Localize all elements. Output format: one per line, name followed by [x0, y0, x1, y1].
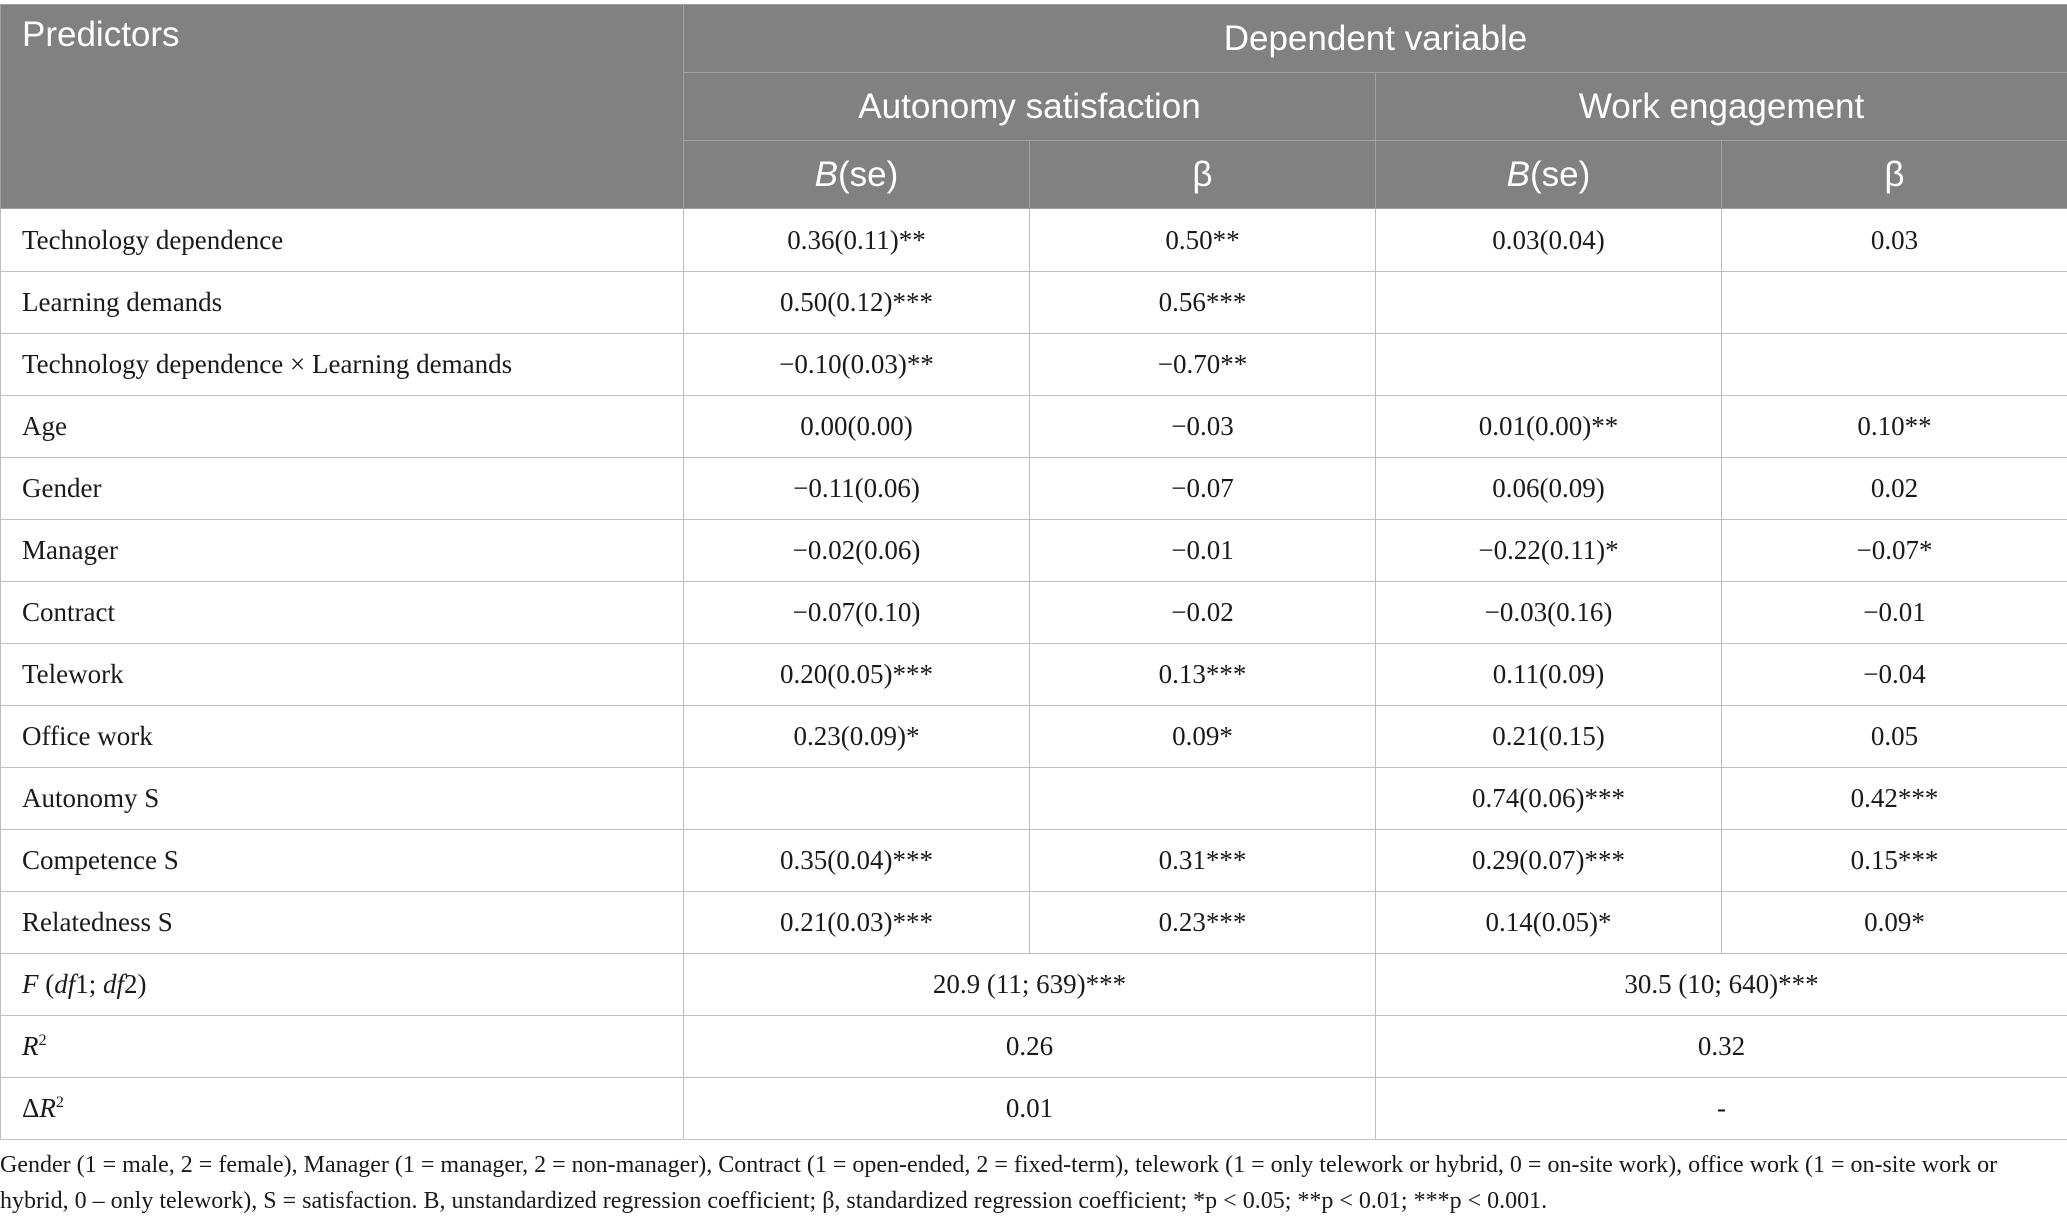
autonomy-beta-cell: 0.50**: [1030, 209, 1376, 272]
engagement-b-se-cell: 0.01(0.00)**: [1376, 396, 1722, 458]
table-row: [1, 768, 2067, 830]
table-body: [1, 209, 2067, 1140]
autonomy-b-se-cell: −0.10(0.03)**: [684, 334, 1030, 396]
r2-label: $R^2$: [1, 1016, 684, 1078]
engagement-b-se-cell: 0.14(0.05)*: [1376, 892, 1722, 954]
r2-autonomy: 0.26: [684, 1016, 1376, 1078]
predictor-label: Office work: [1, 706, 684, 768]
autonomy-beta-cell: −0.01: [1030, 520, 1376, 582]
stat-row-delta-r2: [1, 1078, 2067, 1140]
engagement-beta-cell: 0.02: [1722, 458, 2067, 520]
autonomy-beta-cell: −0.07: [1030, 458, 1376, 520]
autonomy-b-se-cell: 0.50(0.12)***: [684, 272, 1030, 334]
predictor-label: Competence S: [1, 830, 684, 892]
table-row: [1, 209, 2067, 272]
engagement-beta-cell: 0.10**: [1722, 396, 2067, 458]
autonomy-b-se-cell: −0.11(0.06): [684, 458, 1030, 520]
engagement-b-se-cell: 0.21(0.15): [1376, 706, 1722, 768]
table-row: [1, 334, 2067, 396]
engagement-beta-cell: [1722, 334, 2067, 396]
predictor-label: Learning demands: [1, 272, 684, 334]
autonomy-b-se-cell: 0.35(0.04)***: [684, 830, 1030, 892]
engagement-beta-header: β: [1722, 141, 2067, 209]
delta-r2-engagement: -: [1376, 1078, 2067, 1140]
predictor-label: Telework: [1, 644, 684, 706]
predictor-label: Manager: [1, 520, 684, 582]
autonomy-beta-cell: [1030, 768, 1376, 830]
engagement-b-se-header: B(se): [1376, 141, 1722, 209]
autonomy-beta-cell: −0.70**: [1030, 334, 1376, 396]
autonomy-b-se-cell: −0.02(0.06): [684, 520, 1030, 582]
autonomy-beta-cell: 0.56***: [1030, 272, 1376, 334]
autonomy-beta-cell: −0.02: [1030, 582, 1376, 644]
predictor-label: Autonomy S: [1, 768, 684, 830]
engagement-b-se-cell: 0.74(0.06)***: [1376, 768, 1722, 830]
engagement-beta-cell: 0.03: [1722, 209, 2067, 272]
table-row: [1, 830, 2067, 892]
table-row: [1, 520, 2067, 582]
engagement-b-se-cell: 0.03(0.04): [1376, 209, 1722, 272]
predictor-label: Contract: [1, 582, 684, 644]
dependent-variable-header: Dependent variable: [684, 5, 2067, 73]
autonomy-b-se-cell: [684, 768, 1030, 830]
stat-row-r2: [1, 1016, 2067, 1078]
engagement-b-se-cell: 0.06(0.09): [1376, 458, 1722, 520]
autonomy-b-se-header: B(se): [684, 141, 1030, 209]
table-row: [1, 892, 2067, 954]
engagement-beta-cell: −0.01: [1722, 582, 2067, 644]
r2-engagement: 0.32: [1376, 1016, 2067, 1078]
engagement-beta-cell: 0.09*: [1722, 892, 2067, 954]
autonomy-satisfaction-header: Autonomy satisfaction: [684, 73, 1376, 141]
delta-r2-autonomy: 0.01: [684, 1078, 1376, 1140]
table-row: [1, 644, 2067, 706]
engagement-beta-cell: 0.15***: [1722, 830, 2067, 892]
engagement-beta-cell: −0.04: [1722, 644, 2067, 706]
table-header: [1, 5, 2067, 209]
predictor-label: Technology dependence: [1, 209, 684, 272]
stat-row-f: [1, 954, 2067, 1016]
autonomy-beta-cell: 0.09*: [1030, 706, 1376, 768]
engagement-b-se-cell: −0.03(0.16): [1376, 582, 1722, 644]
predictors-header: Predictors: [1, 5, 684, 209]
predictor-label: Technology dependence × Learning demands: [1, 334, 684, 396]
table-footnote: Gender (1 = male, 2 = female), Manager (1 = manager, 2 = non-manager), Contract (1 = open-ended, 2 = fixed-term), telework (1 = only telework or hybrid, 0 = on-site work), office work (1 = on-site work or hybrid, 0 – only telework), S = satisfaction. B, unstandardized regression coefficient; β, standardized regression coefficient; *p < 0.05; **p < 0.01; ***p < 0.001.: [0, 1152, 1998, 1214]
table-row: [1, 582, 2067, 644]
table-row: [1, 272, 2067, 334]
autonomy-b-se-cell: 0.21(0.03)***: [684, 892, 1030, 954]
engagement-beta-cell: [1722, 272, 2067, 334]
predictor-label: Gender: [1, 458, 684, 520]
table-row: [1, 396, 2067, 458]
table-row: [1, 706, 2067, 768]
autonomy-b-se-cell: 0.20(0.05)***: [684, 644, 1030, 706]
f-engagement: 30.5 (10; 640)***: [1376, 954, 2067, 1016]
autonomy-b-se-cell: −0.07(0.10): [684, 582, 1030, 644]
predictor-label: Relatedness S: [1, 892, 684, 954]
engagement-b-se-cell: [1376, 334, 1722, 396]
autonomy-b-se-cell: 0.00(0.00): [684, 396, 1030, 458]
engagement-beta-cell: 0.05: [1722, 706, 2067, 768]
autonomy-beta-header: β: [1030, 141, 1376, 209]
engagement-beta-cell: −0.07*: [1722, 520, 2067, 582]
engagement-b-se-cell: [1376, 272, 1722, 334]
predictor-label: Age: [1, 396, 684, 458]
engagement-b-se-cell: 0.11(0.09): [1376, 644, 1722, 706]
work-engagement-header: Work engagement: [1376, 73, 2067, 141]
autonomy-b-se-cell: 0.36(0.11)**: [684, 209, 1030, 272]
f-label: F (df1; df2): [1, 954, 684, 1016]
autonomy-beta-cell: 0.31***: [1030, 830, 1376, 892]
delta-r2-label: $\Delta R^2$: [1, 1078, 684, 1140]
autonomy-beta-cell: −0.03: [1030, 396, 1376, 458]
f-autonomy: 20.9 (11; 639)***: [684, 954, 1376, 1016]
autonomy-beta-cell: 0.23***: [1030, 892, 1376, 954]
engagement-beta-cell: 0.42***: [1722, 768, 2067, 830]
engagement-b-se-cell: 0.29(0.07)***: [1376, 830, 1722, 892]
autonomy-b-se-cell: 0.23(0.09)*: [684, 706, 1030, 768]
autonomy-beta-cell: 0.13***: [1030, 644, 1376, 706]
regression-table: [0, 4, 2067, 1140]
engagement-b-se-cell: −0.22(0.11)*: [1376, 520, 1722, 582]
table-row: [1, 458, 2067, 520]
